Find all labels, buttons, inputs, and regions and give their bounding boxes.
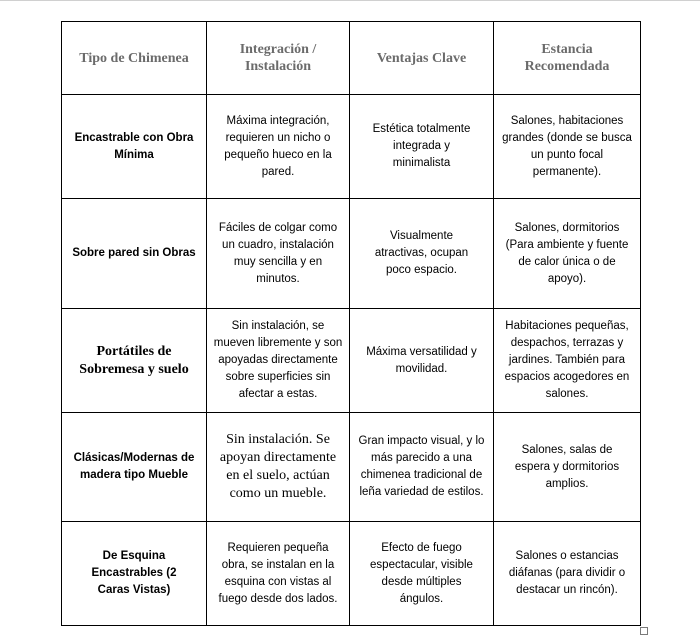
row-tipo: Encastrable con Obra Mínima — [62, 95, 207, 199]
table-row — [62, 199, 641, 309]
row-estancia: Salones, habitaciones grandes (donde se busca un punto focal permanente). — [494, 95, 641, 199]
page-top-edge — [0, 0, 700, 4]
row-ventajas: Efecto de fuego espectacular, visible desde múltiples ángulos. — [350, 522, 494, 626]
header-tipo: Tipo de Chimenea — [62, 22, 207, 95]
table-row — [62, 95, 641, 199]
table-row — [62, 413, 641, 522]
row-ventajas: Máxima versatilidad y movilidad. — [350, 309, 494, 413]
row-ventajas: Estética totalmente integrada y minimalista — [350, 95, 494, 199]
row-integracion: Fáciles de colgar como un cuadro, instalación muy sencilla y en minutos. — [207, 199, 350, 309]
row-estancia: Salones o estancias diáfanas (para dividir o destacar un rincón). — [494, 522, 641, 626]
table-row — [62, 522, 641, 626]
row-tipo: Portátiles de Sobremesa y suelo — [62, 309, 207, 413]
row-integracion: Requieren pequeña obra, se instalan en la esquina con vistas al fuego desde dos lados. — [207, 522, 350, 626]
row-ventajas: Gran impacto visual, y lo más parecido a una chimenea tradicional de leña variedad de estilos. — [350, 413, 494, 522]
header-integracion: Integración / Instalación — [207, 22, 350, 95]
row-integracion: Máxima integración, requieren un nicho o pequeño hueco en la pared. — [207, 95, 350, 199]
row-integracion: Sin instalación, se mueven libremente y son apoyadas directamente sobre superficies sin afectar a estas. — [207, 309, 350, 413]
row-integracion: Sin instalación. Se apoyan directamente en el suelo, actúan como un mueble. — [207, 413, 350, 522]
row-estancia: Habitaciones pequeñas, despachos, terrazas y jardines. También para espacios acogedores en salones. — [494, 309, 641, 413]
row-tipo: Sobre pared sin Obras — [62, 199, 207, 309]
table-header-row — [62, 22, 641, 95]
row-tipo: De Esquina Encastrables (2 Caras Vistas) — [62, 522, 207, 626]
table-resize-handle[interactable] — [640, 627, 648, 635]
header-estancia: Estancia Recomendada — [494, 22, 641, 95]
header-ventajas: Ventajas Clave — [350, 22, 494, 95]
row-estancia: Salones, dormitorios (Para ambiente y fuente de calor única o de apoyo). — [494, 199, 641, 309]
row-estancia: Salones, salas de espera y dormitorios amplios. — [494, 413, 641, 522]
fireplace-comparison-table — [61, 21, 641, 626]
row-tipo: Clásicas/Modernas de madera tipo Mueble — [62, 413, 207, 522]
table-row — [62, 309, 641, 413]
row-ventajas: Visualmente atractivas, ocupan poco espacio. — [350, 199, 494, 309]
